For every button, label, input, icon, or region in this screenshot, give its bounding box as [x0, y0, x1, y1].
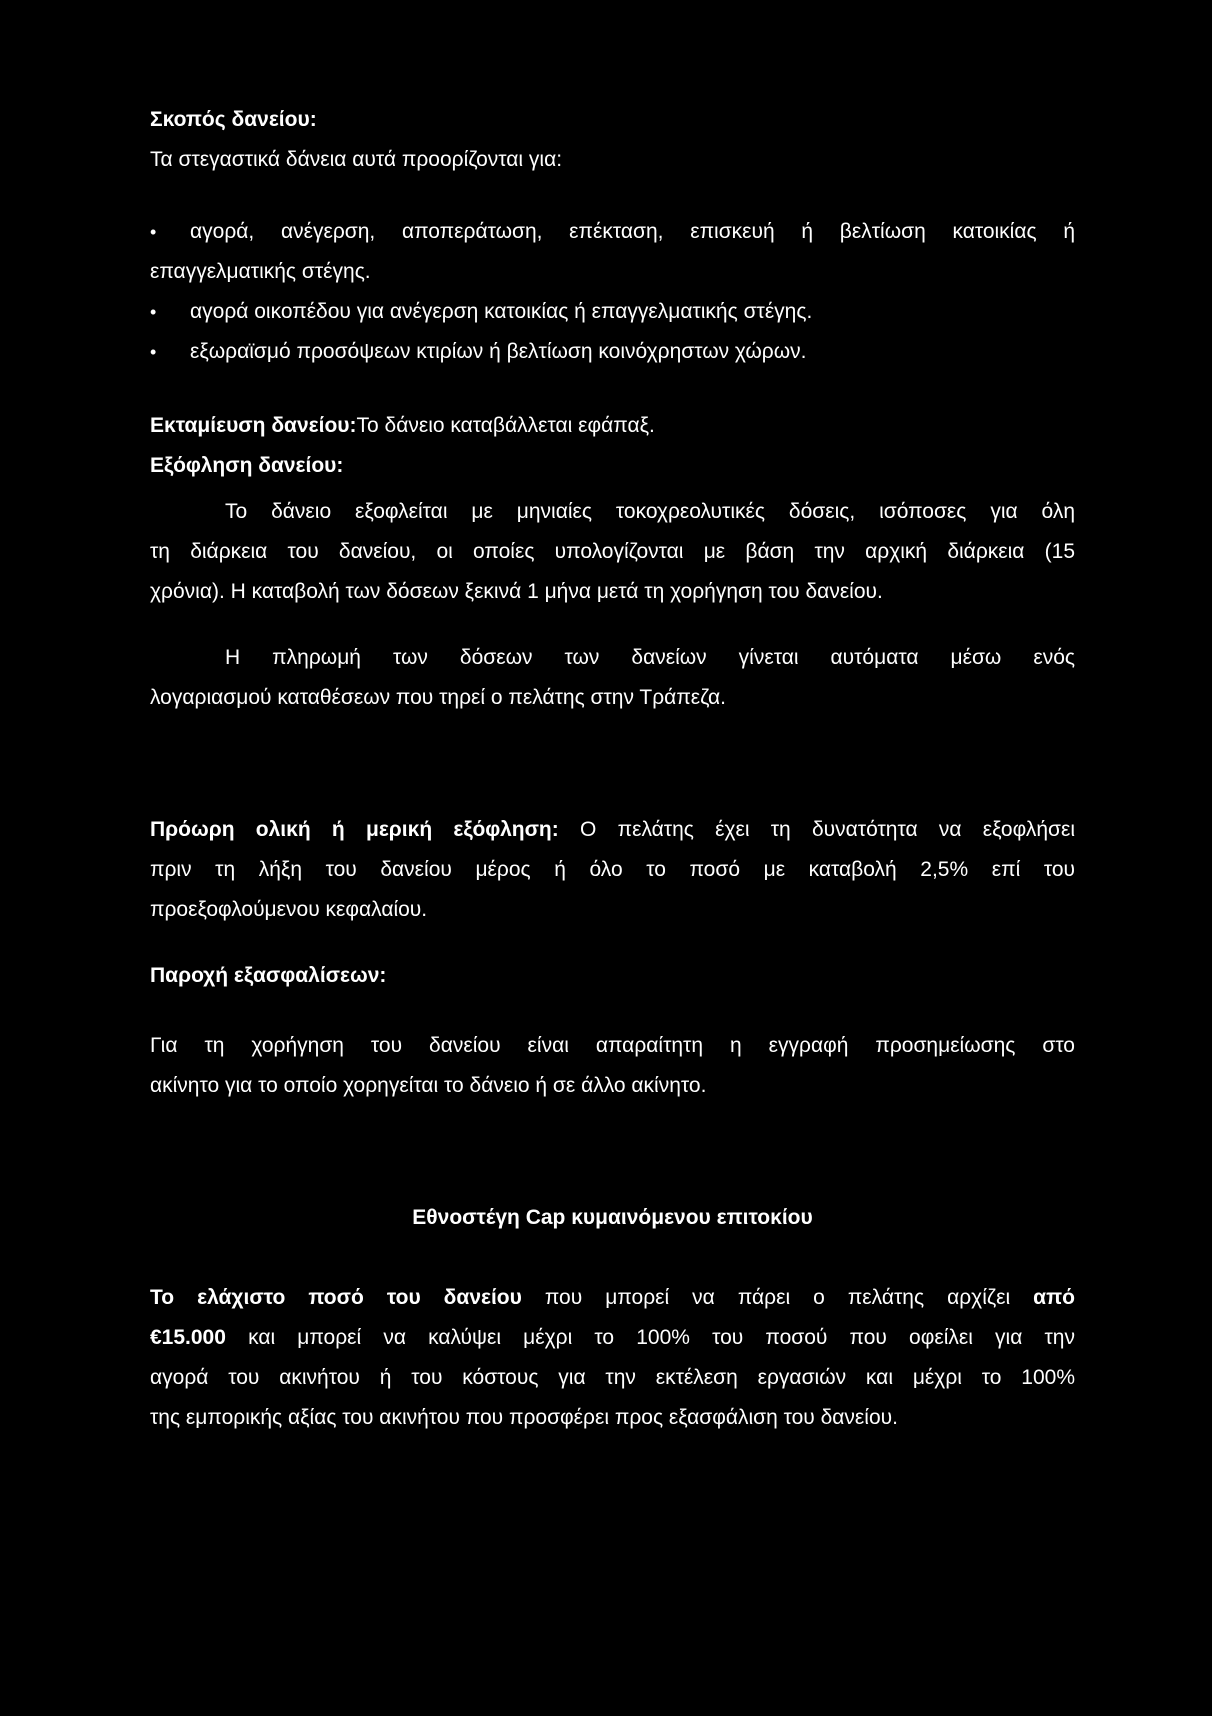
product-line-2 — [150, 1318, 1075, 1358]
collateral-paragraph — [150, 1026, 1075, 1106]
bullet-text: αγορά οικοπέδου για ανέγερση κατοικίας ή επαγγελματικής στέγης. — [190, 300, 813, 323]
payment-line-1: Η πληρωμή των δόσεων των δανείων γίνεται αυτόματα μέσω ενός — [225, 646, 1075, 669]
spacer — [150, 718, 1075, 810]
bullet-text: αγορά, ανέγερση, αποπεράτωση, επέκταση, επισκευή ή βελτίωση κατοικίας ή — [190, 220, 1075, 243]
bullet-icon: • — [150, 302, 157, 322]
disbursement-label: Εκταμίευση δανείου: — [150, 414, 357, 437]
collateral-line-1: Για τη χορήγηση του δανείου είναι απαραίτητη η εγγραφή προσημείωσης στο — [150, 1034, 1075, 1057]
product-title: Εθνοστέγη Cap κυμαινόμενου επιτοκίου — [412, 1206, 813, 1229]
product-line-3: αγορά του ακινήτου ή του κόστους για την εκτέλεση εργασιών και μέχρι το 100% — [150, 1366, 1075, 1389]
min-amount-value: €15.000 — [150, 1326, 226, 1349]
repayment-heading: Εξόφληση δανείου: — [150, 454, 344, 477]
repayment-line-1: Το δάνειο εξοφλείται με μηνιαίες τοκοχρεολυτικές δόσεις, ισόποσες για όλη — [225, 500, 1075, 523]
prepayment-line-1-text: Ο πελάτης έχει τη δυνατότητα να εξοφλήσει — [580, 818, 1075, 841]
repayment-paragraph-1 — [150, 492, 1075, 612]
indented-line — [150, 492, 1075, 532]
spacer — [150, 612, 1075, 638]
bullet-text-continuation: επαγγελματικής στέγης. — [150, 260, 371, 283]
bullet-icon: • — [150, 342, 157, 362]
repayment-paragraph-2 — [150, 638, 1075, 718]
indented-line — [150, 638, 1075, 678]
product-line-1 — [150, 1278, 1075, 1318]
document-page — [150, 100, 1075, 1438]
prepayment-line-1 — [150, 810, 1075, 850]
spacer — [150, 372, 1075, 406]
payment-line-2: λογαριασμού καταθέσεων που τηρεί ο πελάτης στην Τράπεζα. — [150, 686, 727, 709]
list-item — [150, 332, 1075, 372]
prepayment-paragraph — [150, 810, 1075, 930]
collateral-line-2: ακίνητο για το οποίο χορηγείται το δάνειο ή σε άλλο ακίνητο. — [150, 1074, 707, 1097]
list-item — [150, 212, 1075, 252]
spacer — [150, 180, 1075, 212]
spacer — [150, 996, 1075, 1026]
spacer — [150, 930, 1075, 956]
disbursement-paragraph — [150, 406, 1075, 446]
spacer — [150, 1238, 1075, 1278]
repayment-line-3: χρόνια). Η καταβολή των δόσεων ξεκινά 1 μήνα μετά τη χορήγηση του δανείου. — [150, 580, 883, 603]
product-paragraph — [150, 1278, 1075, 1438]
purpose-bullet-list — [150, 212, 1075, 372]
product-line-1-text: που μπορεί να πάρει ο πελάτης αρχίζει — [521, 1286, 1034, 1309]
product-line-2-text: και μπορεί να καλύψει μέχρι το 100% του ποσού που οφείλει για την — [225, 1326, 1075, 1349]
list-item — [150, 292, 1075, 332]
prepayment-line-3: προεξοφλούμενου κεφαλαίου. — [150, 898, 428, 921]
collateral-heading: Παροχή εξασφαλίσεων: — [150, 964, 387, 987]
loan-purpose-heading: Σκοπός δανείου: — [150, 108, 317, 131]
bullet-icon: • — [150, 222, 157, 242]
product-line-1-from: από — [1033, 1286, 1075, 1309]
bullet-text: εξωραϊσμό προσόψεων κτιρίων ή βελτίωση κοινόχρηστων χώρων. — [190, 340, 807, 363]
prepayment-label: Πρόωρη ολική ή μερική εξόφληση: — [150, 818, 559, 841]
min-amount-label: Το ελάχιστο ποσό του δανείου — [150, 1286, 522, 1309]
loan-purpose-intro: Τα στεγαστικά δάνεια αυτά προορίζονται για: — [150, 148, 563, 171]
repayment-line-2: τη διάρκεια του δανείου, οι οποίες υπολογίζονται με βάση την αρχική διάρκεια (15 — [150, 540, 1075, 563]
prepayment-line-2: πριν τη λήξη του δανείου μέρος ή όλο το ποσό με καταβολή 2,5% επί του — [150, 858, 1075, 881]
spacer — [150, 1106, 1075, 1198]
disbursement-text: Το δάνειο καταβάλλεται εφάπαξ. — [356, 414, 655, 437]
product-line-4: της εμπορικής αξίας του ακινήτου που προσφέρει προς εξασφάλιση του δανείου. — [150, 1406, 898, 1429]
